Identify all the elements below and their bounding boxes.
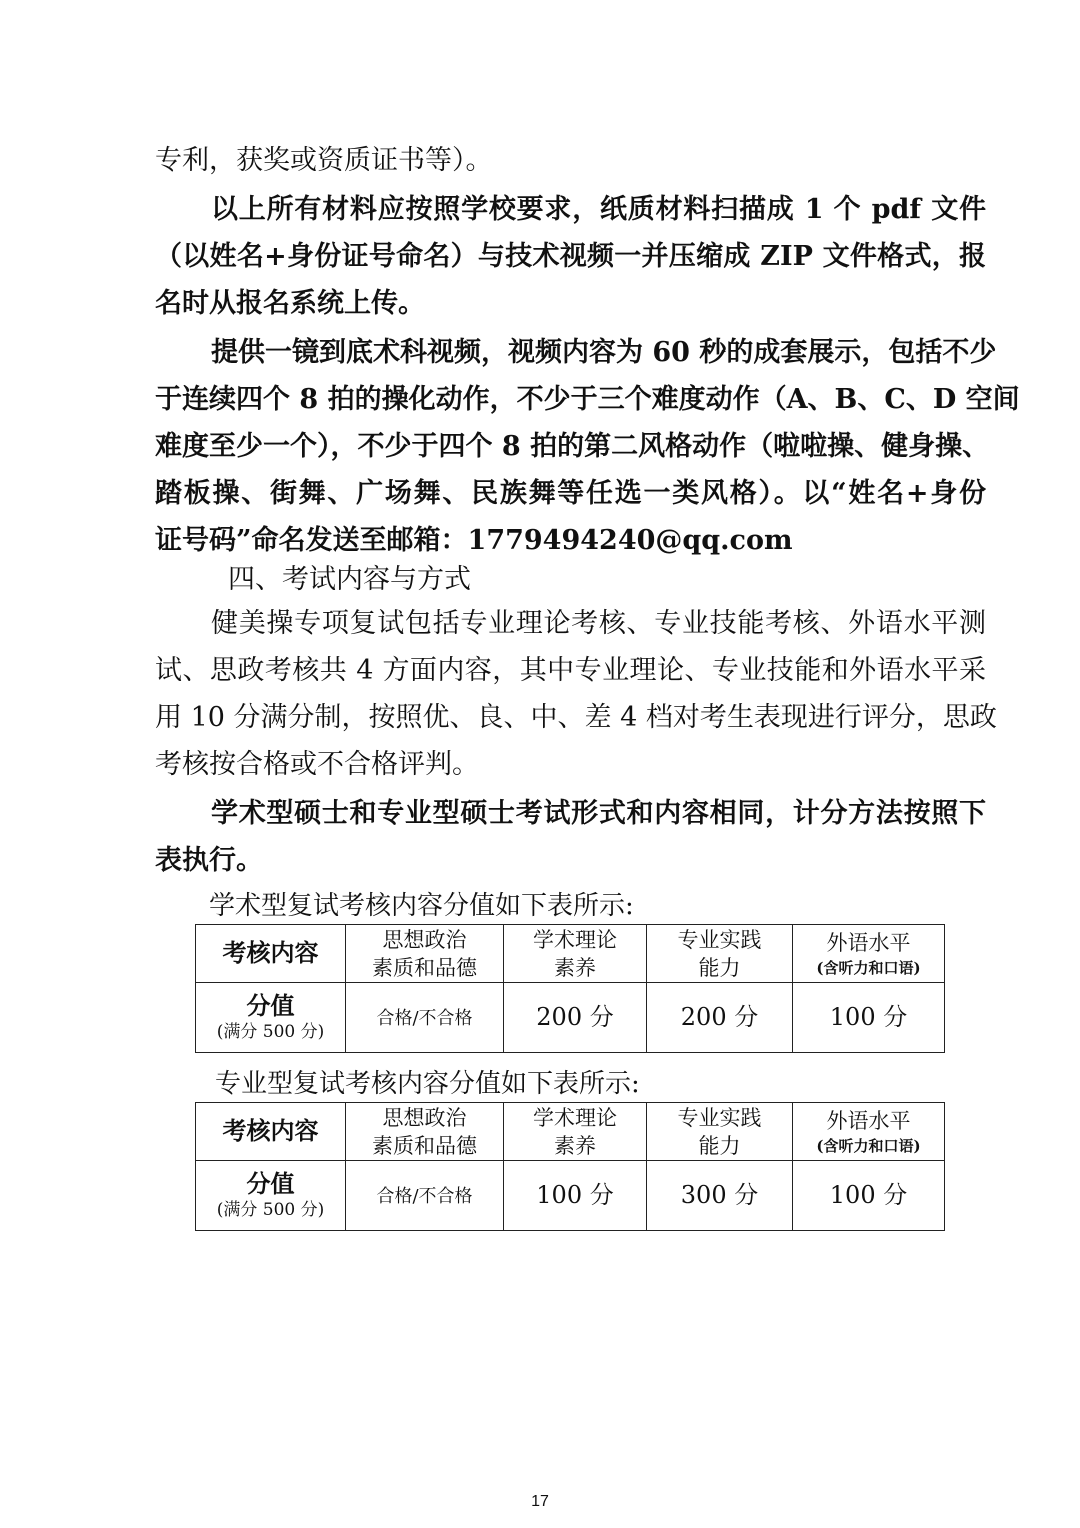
table-row	[196, 925, 945, 983]
paragraph-line: 踏板操、街舞、广场舞、民族舞等任选一类风格）。以“姓名+身份	[155, 478, 986, 509]
col-label: 思想政治	[382, 1105, 467, 1130]
paragraph-line: 专利，获奖或资质证书等）。	[155, 145, 493, 176]
value-cell	[346, 1161, 504, 1231]
header-cell	[793, 925, 945, 983]
header-cell	[196, 1103, 346, 1161]
col-label: 学术理论	[533, 927, 617, 952]
col-label: 能力	[698, 1133, 741, 1158]
value: 合格/不合格	[376, 1185, 473, 1207]
col-label: 专业实践	[677, 1105, 762, 1130]
col-note: (含听力和口语)	[816, 958, 921, 977]
header-cell	[196, 925, 346, 983]
paragraph-line: 于连续四个 8 拍的操化动作，不少于三个难度动作（A、B、C、D 空间	[155, 384, 1020, 415]
table-caption: 学术型复试考核内容分值如下表所示:	[209, 891, 634, 921]
col-label: 素质和品德	[372, 955, 477, 980]
value-cell	[793, 983, 945, 1053]
value-cell	[504, 1161, 647, 1231]
header-cell	[346, 925, 504, 983]
header-label: 考核内容	[222, 1116, 319, 1145]
header-cell	[346, 1103, 504, 1161]
header-cell	[647, 925, 793, 983]
value-cell	[647, 983, 793, 1053]
paragraph-line: 试、思政考核共 4 方面内容，其中专业理论、专业技能和外语水平采	[155, 655, 986, 686]
header-cell	[504, 925, 647, 983]
col-label: 素养	[554, 955, 596, 980]
paragraph-line: 难度至少一个），不少于四个 8 拍的第二风格动作（啦啦操、健身操、	[155, 431, 990, 462]
paragraph-line: 以上所有材料应按照学校要求，纸质材料扫描成 1 个 pdf 文件	[211, 194, 986, 225]
paragraph-line: 学术型硕士和专业型硕士考试形式和内容相同，计分方法按照下	[211, 798, 986, 829]
paragraph-line: 证号码”命名发送至邮箱：1779494240@qq.com	[155, 525, 793, 556]
table-row	[196, 983, 945, 1053]
value: 100 分	[536, 1181, 614, 1209]
score-table-academic	[195, 924, 945, 1053]
paragraph-line: 表执行。	[155, 845, 263, 876]
header-label: 考核内容	[222, 938, 319, 967]
row-note: (满分 500 分)	[216, 1022, 325, 1042]
header-cell	[647, 1103, 793, 1161]
value-cell	[504, 983, 647, 1053]
row-label: 分值	[246, 1169, 295, 1198]
header-cell	[504, 1103, 647, 1161]
page-number: 17	[531, 1493, 549, 1510]
col-label: 专业实践	[677, 927, 762, 952]
paragraph-line: 健美操专项复试包括专业理论考核、专业技能考核、外语水平测	[211, 608, 986, 639]
col-label: 外语水平	[826, 1108, 911, 1133]
value-cell	[793, 1161, 945, 1231]
col-label: 学术理论	[533, 1105, 617, 1130]
section-heading: 四、考试内容与方式	[228, 564, 471, 595]
col-label: 素养	[554, 1133, 596, 1158]
value: 合格/不合格	[376, 1007, 473, 1029]
value-cell	[346, 983, 504, 1053]
col-label: 素质和品德	[372, 1133, 477, 1158]
row-label: 分值	[246, 991, 295, 1020]
value: 100 分	[829, 1003, 908, 1031]
paragraph-line: 用 10 分满分制，按照优、良、中、差 4 档对考生表现进行评分，思政	[155, 702, 997, 733]
value-cell	[647, 1161, 793, 1231]
col-note: (含听力和口语)	[816, 1136, 921, 1155]
score-table-professional	[195, 1102, 945, 1231]
row-label-cell	[196, 983, 346, 1053]
paragraph-line: （以姓名+身份证号命名）与技术视频一并压缩成 ZIP 文件格式，报	[155, 241, 986, 272]
row-note: (满分 500 分)	[216, 1200, 325, 1220]
paragraph-line: 提供一镜到底术科视频，视频内容为 60 秒的成套展示，包括不少	[211, 337, 997, 368]
value: 300 分	[680, 1181, 759, 1209]
col-label: 外语水平	[826, 930, 911, 955]
value: 200 分	[680, 1003, 759, 1031]
col-label: 能力	[698, 955, 741, 980]
value: 200 分	[536, 1003, 614, 1031]
table-row	[196, 1103, 945, 1161]
col-label: 思想政治	[382, 927, 467, 952]
paragraph-line: 名时从报名系统上传。	[155, 288, 425, 319]
paragraph-line: 考核按合格或不合格评判。	[155, 749, 479, 780]
table-row	[196, 1161, 945, 1231]
table-caption: 专业型复试考核内容分值如下表所示:	[215, 1069, 640, 1099]
row-label-cell	[196, 1161, 346, 1231]
header-cell	[793, 1103, 945, 1161]
value: 100 分	[829, 1181, 908, 1209]
